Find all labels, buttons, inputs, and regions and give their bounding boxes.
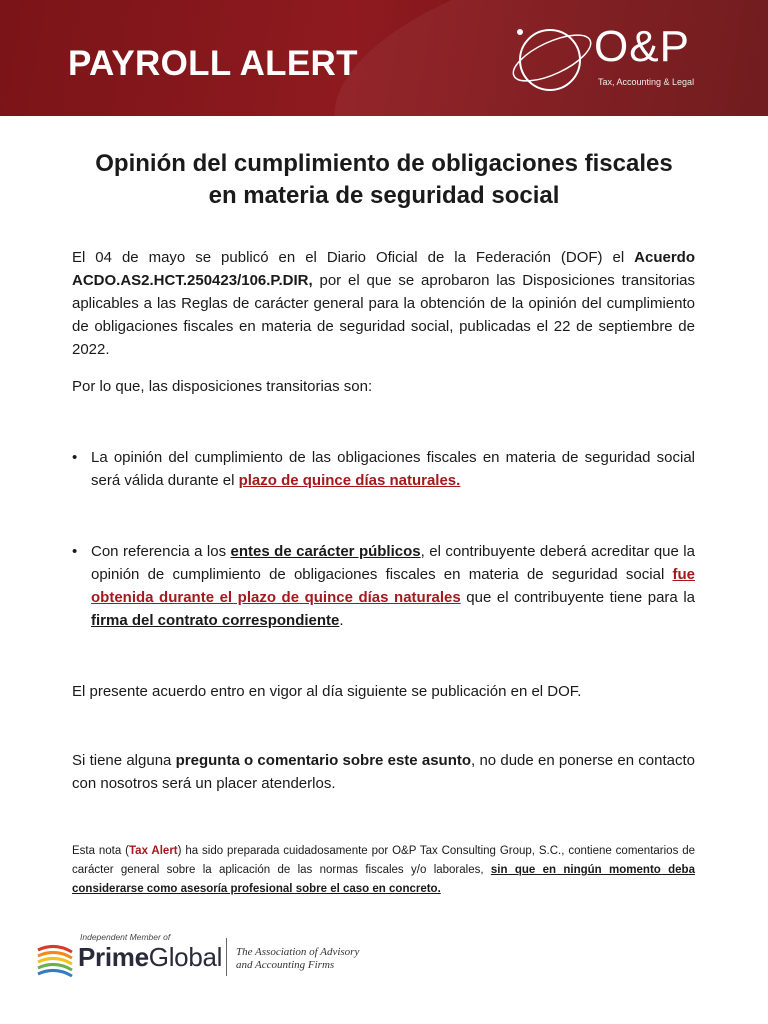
bullet2-public-entities: entes de carácter públicos (230, 543, 421, 560)
document-title (40, 148, 728, 212)
vigor-paragraph: El presente acuerdo entro en vigor al día siguiente se publicación en el DOF. (72, 683, 582, 700)
primeglobal-brand-part2: Global (148, 942, 223, 972)
intro-text-1: El 04 de mayo se publicó en el Diario Oficial de la Federación (DOF) el (72, 249, 635, 266)
note-text-2: ) ha sido preparada cuidadosamente por O&P Tax Consulting Group, S.C., contiene comentarios de carácter general sobre la aplicación de las normas fiscales y/o laborales, (72, 845, 695, 876)
header-title: PAYROLL ALERT (68, 44, 358, 83)
contact-text-1: Si tiene alguna (72, 752, 176, 769)
tagline-line1: The Association of Advisory (236, 946, 360, 958)
tagline-line2: and Accounting Firms (236, 959, 335, 971)
bullet-icon: • (72, 543, 78, 560)
bullet2-text-2: , el contribuyente deberá acreditar que la opinión de cumplimiento de obligaciones fiscales en materia de seguridad social (91, 543, 695, 583)
primeglobal-emblem-icon (36, 940, 74, 978)
primeglobal-tagline (236, 946, 359, 972)
intro-paragraph (72, 246, 695, 361)
bullet-text (91, 446, 695, 492)
primeglobal-footer-logo (36, 932, 376, 982)
op-logo-text: O&P (594, 22, 690, 71)
bullet-item-public-entities (72, 540, 695, 632)
bullet-text (91, 540, 695, 632)
transition-paragraph: Por lo que, las disposiciones transitorias son: (72, 378, 373, 395)
bullet1-highlight: plazo de quince días naturales. (238, 472, 461, 489)
contact-text-2: , no dude en ponerse en contacto con nosotros será un placer atenderlos. (72, 752, 695, 792)
document-title-line2: en materia de seguridad social (208, 182, 560, 209)
primeglobal-brand (78, 942, 222, 973)
contact-highlight: pregunta o comentario sobre este asunto (175, 752, 472, 769)
header-banner (0, 0, 768, 116)
intro-text-2: por el que se aprobaron las Disposiciones transitorias aplicables a las Reglas de carácter general para la obtención de la opinión del cumplimiento de obligaciones fiscales en materia de seguridad social, publicadas el 22 de septiembre de 2022. (72, 272, 695, 358)
note-tax-alert: Tax Alert (129, 845, 178, 857)
bullet-item-validity (72, 446, 695, 492)
op-logo-ring-icon (506, 18, 598, 98)
intro-agreement-ref: Acuerdo ACDO.AS2.HCT.250423/106.P.DIR, (72, 249, 695, 289)
bullet2-text-3: que el contribuyente tiene para la (460, 589, 695, 606)
bullet2-highlight: fue obtenida durante el plazo de quince días naturales (91, 566, 695, 606)
primeglobal-member-text: Independent Member of (80, 932, 171, 942)
contact-paragraph (72, 749, 695, 795)
op-logo-subtitle: Tax, Accounting & Legal (598, 77, 695, 87)
document-title-line1: Opinión del cumplimiento de obligaciones fiscales (95, 150, 673, 177)
note-disclaimer-bold: sin que en ningún momento deba considerarse como asesoría profesional sobre el caso en concreto. (72, 864, 695, 895)
note-text-1: Esta nota ( (72, 845, 129, 857)
disclaimer-note (72, 842, 695, 899)
bullet2-contract: firma del contrato correspondiente (91, 612, 340, 629)
bullet-icon: • (72, 449, 78, 466)
bullet2-text-1: Con referencia a los (91, 543, 231, 560)
primeglobal-brand-part1: Prime (78, 942, 149, 972)
bullet1-text-1: La opinión del cumplimiento de las obligaciones fiscales en materia de seguridad social será válida durante el (91, 449, 695, 489)
bullet2-text-4: . (339, 612, 344, 629)
footer-divider (226, 938, 227, 976)
